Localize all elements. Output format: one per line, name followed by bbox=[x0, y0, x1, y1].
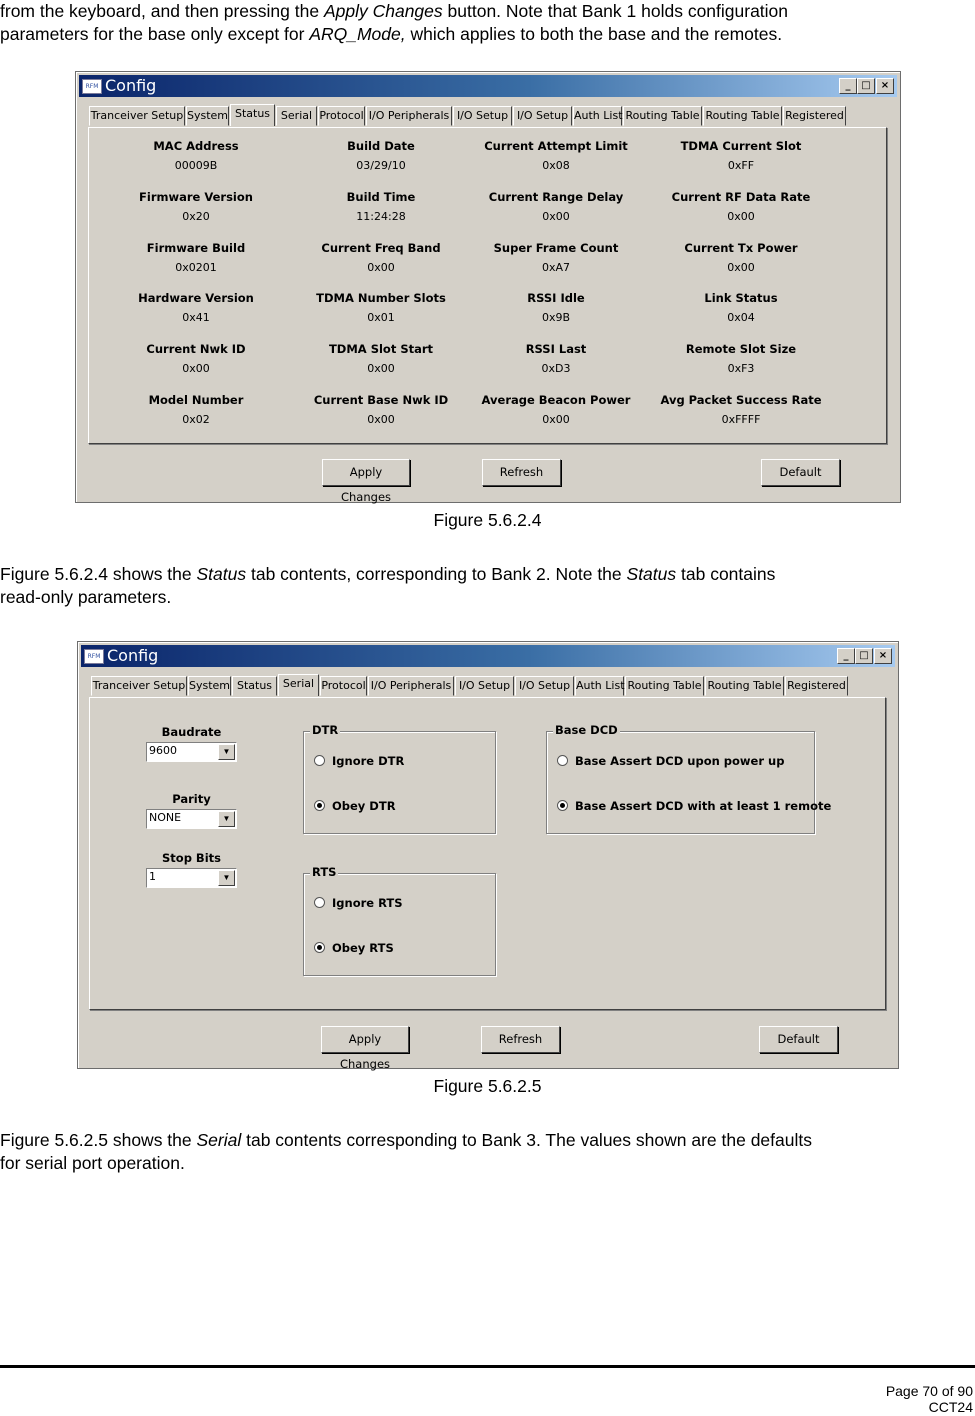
figure-caption-1: Figure 5.6.2.4 bbox=[433, 510, 542, 530]
intro-paragraph bbox=[0, 0, 972, 45]
status-field-label: TDMA Number Slots bbox=[316, 291, 446, 306]
intro-text-3: parameters for the base only except for bbox=[0, 23, 310, 44]
status-field-label: Current Nwk ID bbox=[146, 342, 246, 357]
radio-unselected-icon bbox=[314, 755, 325, 766]
tab-routing-table[interactable]: Routing Table bbox=[703, 106, 782, 126]
tab-i-o-setup[interactable]: I/O Setup bbox=[455, 676, 514, 696]
status-field-label: Firmware Version bbox=[139, 189, 253, 204]
para3-serial-term: Serial bbox=[196, 1130, 242, 1150]
status-field bbox=[106, 291, 286, 324]
status-field-label: Build Time bbox=[346, 189, 416, 204]
dtr-groupbox bbox=[303, 723, 496, 834]
status-field-value: 0x0201 bbox=[175, 260, 217, 274]
status-field-label: Remote Slot Size bbox=[685, 342, 797, 357]
status-field bbox=[466, 342, 646, 375]
status-field-value: 0x20 bbox=[182, 209, 210, 223]
chevron-down-icon[interactable]: ▼ bbox=[218, 744, 235, 760]
status-field bbox=[466, 190, 646, 223]
minimize-button[interactable]: _ bbox=[839, 78, 857, 94]
status-field-label: TDMA Current Slot bbox=[680, 139, 802, 153]
status-field bbox=[466, 393, 646, 426]
status-field bbox=[291, 291, 471, 324]
tab-protocol[interactable]: Protocol bbox=[318, 106, 365, 126]
status-field-value: 0x00 bbox=[542, 413, 570, 426]
status-field-value: 03/29/10 bbox=[356, 159, 406, 172]
tab-i-o-peripherals[interactable]: I/O Peripherals bbox=[366, 106, 452, 126]
parity-label: Parity bbox=[172, 792, 211, 806]
dcd-remote-label: Base Assert DCD with at least 1 remote bbox=[575, 799, 832, 813]
stop-bits-select[interactable] bbox=[146, 868, 237, 888]
status-field bbox=[291, 393, 471, 426]
chevron-down-icon[interactable]: ▼ bbox=[218, 811, 235, 827]
status-field-value: 0x9B bbox=[541, 311, 571, 325]
status-field-value: 0x00 bbox=[367, 362, 395, 376]
maximize-button[interactable]: □ bbox=[857, 78, 875, 94]
status-field-value: 0x08 bbox=[542, 159, 570, 172]
status-field-label: Super Frame Count bbox=[493, 240, 619, 255]
base-dcd-group-title: Base DCD bbox=[555, 723, 618, 737]
para2-text-1: Figure 5.6.2.4 shows the bbox=[0, 564, 197, 584]
status-field bbox=[651, 139, 831, 172]
status-field-value: 0x00 bbox=[182, 362, 210, 376]
tab-serial[interactable]: Serial bbox=[276, 106, 317, 126]
radio-selected-icon bbox=[314, 800, 325, 811]
window-title: Config bbox=[105, 76, 157, 95]
para2-status-term-2: Status bbox=[626, 564, 677, 584]
status-field bbox=[106, 190, 286, 223]
status-field-label: Avg Packet Success Rate bbox=[660, 393, 822, 407]
status-field-label: Build Date bbox=[347, 139, 415, 153]
maximize-button[interactable]: □ bbox=[855, 648, 873, 664]
status-field-label: TDMA Slot Start bbox=[328, 342, 434, 357]
tab-tranceiver-setup[interactable]: Tranceiver Setup bbox=[89, 106, 185, 126]
status-field bbox=[106, 342, 286, 375]
intro-text-1: from the keyboard, and then pressing the bbox=[0, 1, 324, 21]
status-field-label: RSSI Idle bbox=[527, 291, 585, 306]
obey-dtr-radio[interactable] bbox=[314, 799, 396, 813]
status-field bbox=[106, 241, 286, 274]
parity-value: NONE bbox=[149, 811, 182, 824]
status-field-value: 0x41 bbox=[182, 311, 210, 325]
tab-auth-list[interactable]: Auth List bbox=[573, 106, 622, 126]
status-field-value: 0x00 bbox=[727, 260, 755, 274]
stop-bits-label: Stop Bits bbox=[162, 851, 221, 865]
refresh-button[interactable]: Refresh bbox=[482, 459, 561, 486]
status-field bbox=[106, 139, 286, 172]
apply-changes-button[interactable]: Apply Changes bbox=[322, 459, 410, 486]
document-id: CCT24 bbox=[928, 1399, 973, 1415]
status-field-label: Current Range Delay bbox=[488, 189, 624, 204]
tab-routing-table[interactable]: Routing Table bbox=[625, 676, 704, 696]
tab-registered[interactable]: Registered bbox=[783, 106, 846, 126]
status-field-value: 0xD3 bbox=[541, 362, 571, 376]
status-field-label: Link Status bbox=[704, 291, 778, 306]
status-field-value: 11:24:28 bbox=[356, 209, 406, 223]
status-field bbox=[466, 139, 646, 172]
para3-text-2: tab contents corresponding to Bank 3. The values shown are the defaults bbox=[241, 1130, 812, 1150]
rts-groupbox bbox=[303, 865, 496, 976]
close-button[interactable]: × bbox=[874, 648, 892, 664]
status-field-label: Model Number bbox=[148, 393, 244, 407]
obey-dtr-label: Obey DTR bbox=[332, 799, 396, 813]
title-bar[interactable] bbox=[79, 75, 897, 97]
radio-unselected-icon bbox=[557, 755, 568, 766]
status-field-label: Current RF Data Rate bbox=[671, 189, 811, 204]
tab-system[interactable]: System bbox=[186, 106, 229, 126]
figure-caption-2: Figure 5.6.2.5 bbox=[433, 1076, 542, 1096]
tab-status[interactable]: Status bbox=[232, 676, 277, 696]
tab-auth-list[interactable]: Auth List bbox=[575, 676, 624, 696]
status-field bbox=[291, 190, 471, 223]
para2-status-term: Status bbox=[196, 564, 247, 584]
para3-text-1: Figure 5.6.2.5 shows the bbox=[0, 1130, 197, 1150]
status-field-label: Current Tx Power bbox=[684, 240, 798, 255]
status-field bbox=[291, 139, 471, 172]
status-field-value: 0x02 bbox=[182, 413, 210, 426]
radio-selected-icon bbox=[314, 942, 325, 953]
baudrate-select[interactable] bbox=[146, 742, 237, 762]
radio-selected-icon bbox=[557, 800, 568, 811]
refresh-button[interactable]: Refresh bbox=[481, 1026, 560, 1053]
page-number: Page 70 of 90 bbox=[885, 1383, 973, 1399]
base-dcd-groupbox bbox=[546, 723, 832, 834]
status-field-label: Current Attempt Limit bbox=[484, 139, 628, 153]
tab-i-o-setup[interactable]: I/O Setup bbox=[453, 106, 512, 126]
minimize-button[interactable]: _ bbox=[837, 648, 855, 664]
status-field-value: 0xFF bbox=[727, 159, 755, 172]
config-window-status bbox=[75, 71, 901, 503]
intro-apply-term: Apply Changes bbox=[323, 1, 443, 21]
ignore-dtr-label: Ignore DTR bbox=[332, 754, 405, 768]
status-field bbox=[651, 342, 831, 375]
status-field-value: 00009B bbox=[174, 159, 218, 172]
tab-tranceiver-setup[interactable]: Tranceiver Setup bbox=[91, 676, 187, 696]
status-field bbox=[291, 241, 471, 274]
status-field-value: 0xF3 bbox=[727, 362, 755, 376]
dtr-group-title: DTR bbox=[312, 723, 339, 737]
status-field bbox=[651, 291, 831, 324]
status-field-value: 0x00 bbox=[727, 209, 755, 223]
status-field-value: 0x00 bbox=[542, 209, 570, 223]
tab-routing-table[interactable]: Routing Table bbox=[705, 676, 784, 696]
config-window-serial bbox=[77, 641, 899, 1069]
dcd-power-up-label: Base Assert DCD upon power up bbox=[575, 754, 785, 768]
ignore-dtr-radio[interactable] bbox=[314, 754, 404, 768]
status-field-value: 0x04 bbox=[727, 311, 755, 325]
tab-system[interactable]: System bbox=[188, 676, 231, 696]
dcd-remote-radio[interactable] bbox=[557, 799, 831, 813]
intro-text-4: which applies to both the base and the remotes. bbox=[405, 23, 783, 44]
baudrate-value: 9600 bbox=[149, 744, 177, 757]
parity-select[interactable] bbox=[146, 809, 237, 829]
status-field-value: 0xFFFF bbox=[721, 413, 761, 426]
status-field bbox=[466, 291, 646, 324]
status-field bbox=[651, 241, 831, 274]
title-bar[interactable] bbox=[81, 645, 895, 667]
intro-text-2: button. Note that Bank 1 holds configuration bbox=[442, 1, 789, 21]
tab-routing-table[interactable]: Routing Table bbox=[623, 106, 702, 126]
chevron-down-icon[interactable]: ▼ bbox=[218, 870, 235, 886]
status-field bbox=[651, 393, 831, 426]
stop-bits-value: 1 bbox=[149, 870, 156, 883]
para2-text-4: read-only parameters. bbox=[0, 586, 172, 607]
close-button[interactable]: × bbox=[876, 78, 894, 94]
tab-protocol[interactable]: Protocol bbox=[320, 676, 367, 696]
app-icon: RFM bbox=[84, 649, 104, 664]
tab-registered[interactable]: Registered bbox=[785, 676, 848, 696]
ignore-rts-radio[interactable] bbox=[314, 896, 403, 910]
status-field-label: Hardware Version bbox=[138, 291, 254, 306]
tab-i-o-setup[interactable]: I/O Setup bbox=[513, 106, 572, 126]
status-field bbox=[466, 241, 646, 274]
status-field bbox=[106, 393, 286, 426]
app-icon: RFM bbox=[82, 79, 102, 94]
default-button[interactable]: Default bbox=[761, 459, 840, 486]
radio-unselected-icon bbox=[314, 897, 325, 908]
para3-text-3: for serial port operation. bbox=[0, 1152, 185, 1173]
apply-changes-button[interactable]: Apply Changes bbox=[321, 1026, 409, 1053]
tab-i-o-setup[interactable]: I/O Setup bbox=[515, 676, 574, 696]
obey-rts-radio[interactable] bbox=[314, 941, 394, 955]
status-field-value: 0x00 bbox=[367, 413, 395, 426]
ignore-rts-label: Ignore RTS bbox=[332, 896, 403, 910]
para2-text-3: tab contains bbox=[676, 564, 776, 584]
obey-rts-label: Obey RTS bbox=[332, 941, 394, 955]
status-field-value: 0x00 bbox=[367, 260, 395, 274]
tab-serial[interactable]: Serial bbox=[278, 674, 319, 696]
status-field-label: Current Base Nwk ID bbox=[313, 393, 449, 407]
tab-i-o-peripherals[interactable]: I/O Peripherals bbox=[368, 676, 454, 696]
status-description bbox=[0, 563, 972, 608]
status-field-value: 0xA7 bbox=[541, 260, 571, 274]
status-field-label: Current Freq Band bbox=[321, 240, 441, 255]
rts-group-title: RTS bbox=[312, 865, 337, 879]
status-field-label: Average Beacon Power bbox=[481, 393, 631, 407]
status-field bbox=[651, 190, 831, 223]
para2-text-2: tab contents, corresponding to Bank 2. Note the bbox=[246, 564, 627, 584]
serial-description bbox=[0, 1129, 972, 1174]
footer-rule bbox=[0, 1365, 975, 1368]
baudrate-label: Baudrate bbox=[161, 725, 222, 739]
status-field-value: 0x01 bbox=[367, 311, 395, 325]
status-field-label: RSSI Last bbox=[525, 342, 587, 357]
dcd-power-up-radio[interactable] bbox=[557, 754, 784, 768]
status-field-label: MAC Address bbox=[153, 139, 239, 153]
window-title: Config bbox=[107, 646, 159, 665]
intro-arq-term: ARQ_Mode, bbox=[309, 23, 406, 44]
default-button[interactable]: Default bbox=[759, 1026, 838, 1053]
status-field-label: Firmware Build bbox=[146, 240, 246, 255]
status-field bbox=[291, 342, 471, 375]
tab-status[interactable]: Status bbox=[230, 104, 275, 126]
